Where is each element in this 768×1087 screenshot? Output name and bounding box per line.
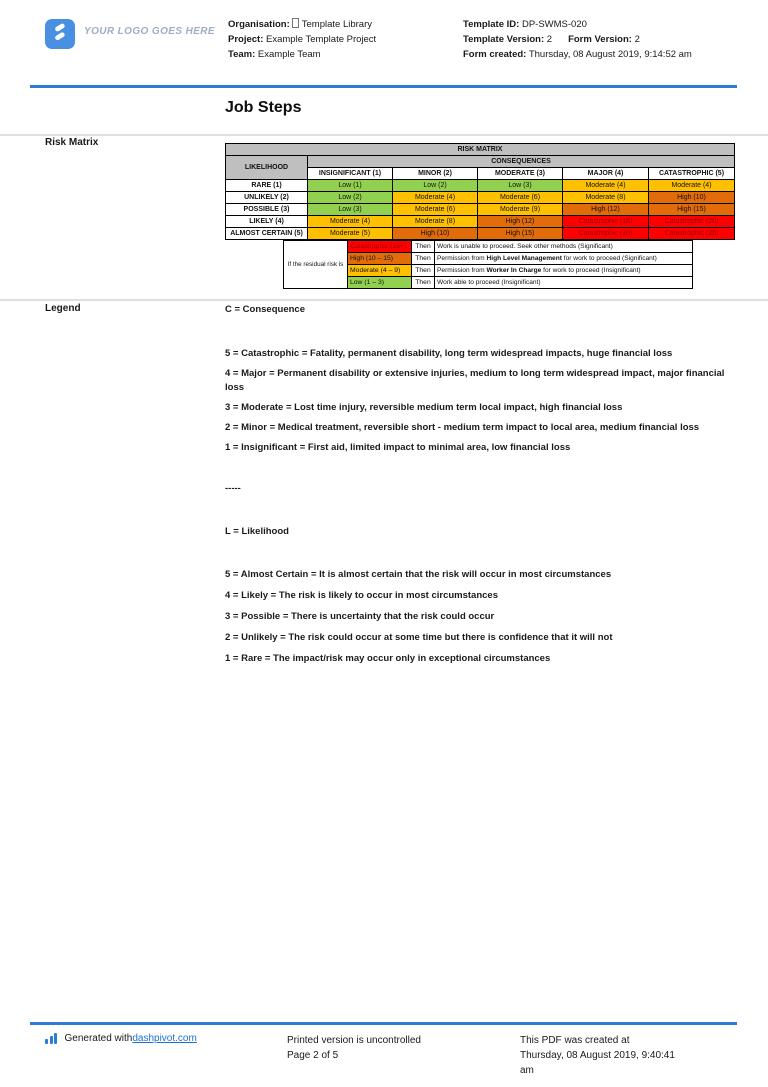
legend-section-label: Legend (45, 303, 81, 314)
residual-action-cell (435, 241, 693, 253)
legend-item: 3 = Possible = There is uncertainty that the risk could occur (225, 611, 495, 622)
form-version-value: 2 (634, 34, 640, 45)
project-value: Example Template Project (266, 34, 377, 45)
legend-content (225, 303, 741, 666)
logo-s-icon (49, 21, 71, 48)
legend-item: 3 = Moderate = Lost time injury, reversible medium term local impact, high financial loss (225, 402, 623, 413)
then-cell: Then (412, 277, 435, 289)
section-divider (0, 134, 768, 136)
created-at-line1: This PDF was created at (520, 1035, 630, 1046)
consequence-col-header: MODERATE (3) (478, 168, 563, 180)
risk-cell: High (12) (478, 216, 563, 228)
risk-matrix-table (225, 143, 735, 240)
organisation-label: Organisation: (228, 19, 290, 30)
action-bold-text: Worker In Charge (486, 267, 542, 274)
matrix-row (226, 204, 735, 216)
residual-action-cell (435, 277, 693, 289)
header-divider-line (30, 85, 737, 88)
risk-cell: Low (3) (308, 204, 393, 216)
header-template-info (463, 17, 725, 62)
form-created-label: Form created: (463, 49, 527, 60)
risk-cell: Moderate (6) (393, 204, 478, 216)
matrix-row (226, 228, 735, 240)
likelihood-row-label: RARE (1) (226, 180, 308, 192)
template-version-label: Template Version: (463, 34, 545, 45)
risk-cell: Moderate (4) (393, 192, 478, 204)
residual-range-cell: Catastrophic (16+) (348, 241, 412, 253)
risk-cell: Catastrophic (20) (563, 228, 649, 240)
team-row (228, 47, 460, 62)
company-logo (45, 19, 75, 49)
likelihood-row-label: ALMOST CERTAIN (5) (226, 228, 308, 240)
matrix-row (226, 180, 735, 192)
organisation-row (228, 17, 460, 32)
created-at-line3: am (520, 1065, 534, 1076)
page-title: Job Steps (225, 99, 302, 116)
then-cell: Then (412, 265, 435, 277)
residual-range-cell: Moderate (4 – 9) (348, 265, 412, 277)
team-label: Team: (228, 49, 256, 60)
bar-chart-icon (45, 1033, 59, 1044)
action-text: Work able to proceed (Insignificant) (437, 279, 541, 286)
section-divider (0, 299, 768, 301)
created-at-line2: Thursday, 08 August 2019, 9:40:41 (520, 1050, 675, 1061)
template-id-value: DP-SWMS-020 (521, 19, 587, 30)
action-text: Permission from (437, 267, 487, 274)
dashpivot-link[interactable]: dashpivot.com (132, 1033, 197, 1044)
legend-item: 2 = Unlikely = The risk could occur at some time but there is confidence that it will not (225, 632, 613, 643)
residual-action-cell (435, 265, 693, 277)
matrix-title-cell: RISK MATRIX (226, 144, 735, 156)
residual-condition-cell: If the residual risk is (284, 241, 348, 289)
versions-row (463, 32, 725, 47)
action-text: for work to proceed (Insignificant) (541, 267, 641, 274)
generated-with-text: Generated with (64, 1033, 133, 1044)
residual-range-cell: Low (1 – 3) (348, 277, 412, 289)
residual-range-cell: High (10 – 15) (348, 253, 412, 265)
matrix-row (226, 216, 735, 228)
consequence-col-header: CATASTROPHIC (5) (649, 168, 735, 180)
risk-cell: High (15) (478, 228, 563, 240)
footer-created-info (520, 1033, 730, 1078)
risk-cell: Moderate (5) (308, 228, 393, 240)
team-value: Example Team (257, 49, 321, 60)
legend-separator: ----- (225, 483, 241, 494)
likelihood-header-cell: LIKELIHOOD (226, 156, 308, 180)
legend-item: 5 = Catastrophic = Fatality, permanent disability, long term widespread impacts, huge financial loss (225, 348, 673, 359)
legend-item: 5 = Almost Certain = It is almost certain that the risk will occur in most circumstances (225, 569, 612, 580)
risk-cell: Moderate (9) (478, 204, 563, 216)
risk-cell: Moderate (4) (563, 180, 649, 192)
form-version-label: Form Version: (568, 34, 632, 45)
risk-cell: Low (2) (308, 192, 393, 204)
consequence-col-header: MINOR (2) (393, 168, 478, 180)
legend-item: 2 = Minor = Medical treatment, reversible short - medium term impact to local area, medium financial loss (225, 422, 700, 433)
legend-item: 1 = Rare = The impact/risk may occur only in exceptional circumstances (225, 653, 551, 664)
missing-glyph-box (292, 18, 299, 28)
likelihood-row-label: LIKELY (4) (226, 216, 308, 228)
risk-cell: High (10) (649, 192, 735, 204)
risk-cell: High (12) (563, 204, 649, 216)
form-created-value: Thursday, 08 August 2019, 9:14:52 am (528, 49, 692, 60)
action-bold-text: High Level Management (486, 255, 562, 262)
residual-risk-table (283, 240, 693, 289)
project-row (228, 32, 460, 47)
footer-print-info (287, 1033, 421, 1063)
risk-cell: Catastrophic (25) (649, 228, 735, 240)
legend-item: 4 = Major = Permanent disability or extensive injuries, medium to long term widespread impact, major financial loss (225, 368, 725, 393)
residual-row (284, 241, 693, 253)
footer-generated (45, 1033, 197, 1044)
action-text: Work is unable to proceed. Seek other methods (Significant) (437, 243, 613, 250)
consequences-header-cell: CONSEQUENCES (308, 156, 735, 168)
risk-cell: Catastrophic (16) (563, 216, 649, 228)
risk-cell: Low (1) (308, 180, 393, 192)
likelihood-row-label: POSSIBLE (3) (226, 204, 308, 216)
printed-version-text: Printed version is uncontrolled (287, 1035, 421, 1046)
risk-cell: Low (2) (393, 180, 478, 192)
then-cell: Then (412, 241, 435, 253)
header-project-info (228, 17, 460, 62)
risk-cell: Moderate (8) (563, 192, 649, 204)
consequence-col-header: INSIGNIFICANT (1) (308, 168, 393, 180)
template-id-row (463, 17, 725, 32)
likelihood-title: L = Likelihood (225, 526, 289, 537)
risk-cell: Moderate (8) (393, 216, 478, 228)
matrix-row (226, 192, 735, 204)
consequence-col-header: MAJOR (4) (563, 168, 649, 180)
consequence-title: C = Consequence (225, 304, 305, 315)
risk-cell: High (10) (393, 228, 478, 240)
risk-cell: Moderate (4) (308, 216, 393, 228)
legend-item: 4 = Likely = The risk is likely to occur in most circumstances (225, 590, 498, 601)
template-version-value: 2 (546, 34, 553, 45)
then-cell: Then (412, 253, 435, 265)
likelihood-row-label: UNLIKELY (2) (226, 192, 308, 204)
residual-action-cell (435, 253, 693, 265)
risk-cell: High (15) (649, 204, 735, 216)
action-text: for work to proceed (Significant) (561, 255, 657, 262)
legend-item: 1 = Insignificant = First aid, limited impact to minimal area, low financial loss (225, 442, 571, 453)
risk-cell: Low (3) (478, 180, 563, 192)
risk-cell: Moderate (4) (649, 180, 735, 192)
form-created-row (463, 47, 725, 62)
footer-divider-line (30, 1022, 737, 1025)
organisation-value: Template Library (301, 19, 372, 30)
risk-cell: Catastrophic (20) (649, 216, 735, 228)
project-label: Project: (228, 34, 264, 45)
risk-matrix-section-label: Risk Matrix (45, 137, 99, 148)
template-id-label: Template ID: (463, 19, 520, 30)
logo-placeholder-text: YOUR LOGO GOES HERE (84, 26, 215, 37)
page-number-text: Page 2 of 5 (287, 1050, 339, 1061)
risk-cell: Moderate (6) (478, 192, 563, 204)
action-text: Permission from (437, 255, 487, 262)
